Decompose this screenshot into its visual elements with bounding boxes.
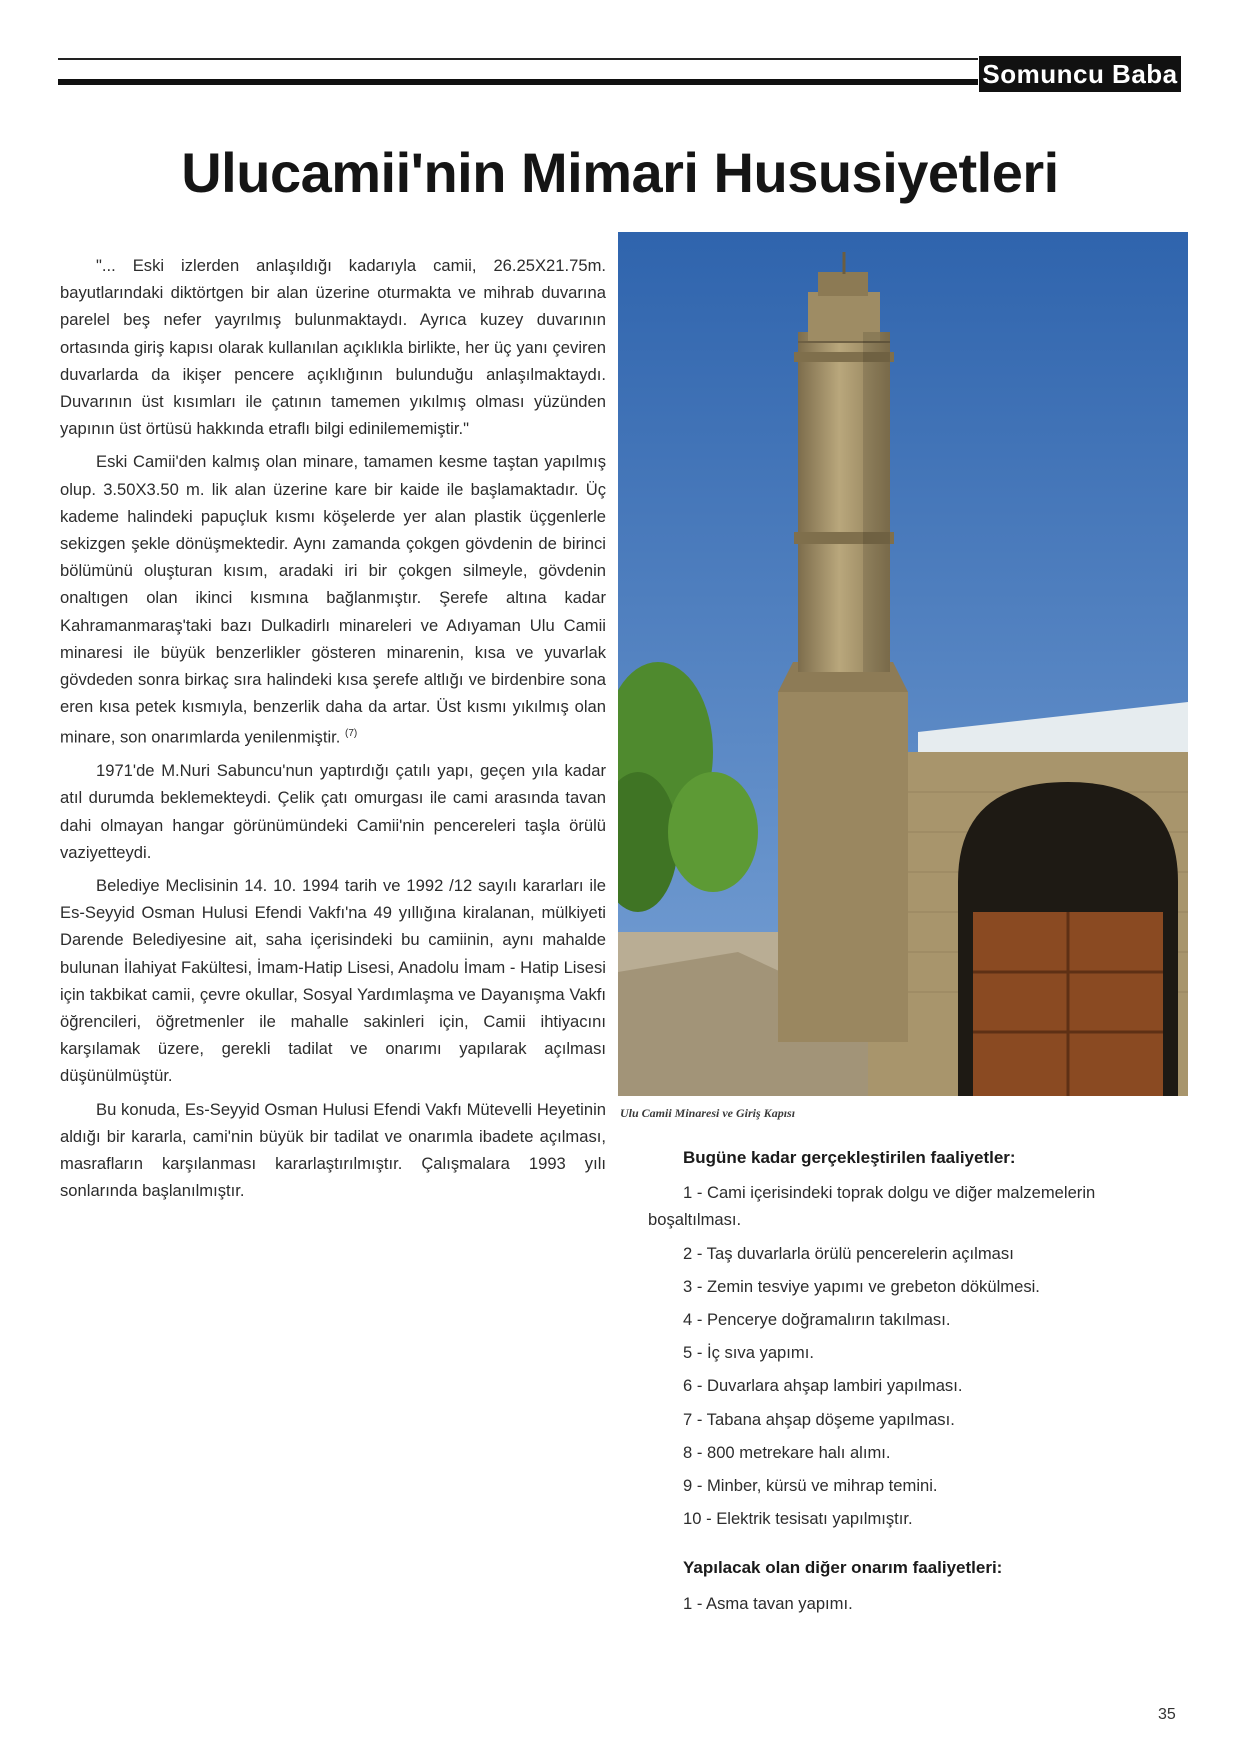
list-item: 1 - Asma tavan yapımı. <box>683 1593 853 1613</box>
paragraph <box>60 448 606 751</box>
header-rule-thick <box>58 79 978 85</box>
paragraph-text: Eski Camii'den kalmış olan minare, tamamen kesme taştan yapılmış olup. 3.50X3.50 m. lik alan üzerine kare bir kaide ile başlamaktadır. Üç kademe halindeki papuçluk kısmı köşelerde yer alan plastik üçgenlerle sekizgen şekle dönüşmektedir. Aynı zamanda çokgen gövdenin de birinci bölümünü oluşturan kısım, aradaki iri bir çokgen silmeyle, gövdenin onaltıgen olan ikinci kısmına bağlanmıştır. Şerefe altına kadar Kahramanmaraş'taki bazı Dulkadirlı minareleri ve Adıyaman Ulu Camii minaresi ile büyük benzerlikler gösteren minarenin, kısa ve yuvarlak gövdeden sonra birkaç sıra halindeki kısa şerefe altlığı ve birdenbire sona eren kısa petek kısmıyla, benzerlik daha da artar. Üst kısmı yıkılmış olan minare, son onarımlarda yenilenmiştir. <box>60 452 606 747</box>
header-rule-thin <box>58 58 978 60</box>
list-item: 2 - Taş duvarlarla örülü pencerelerin açılması <box>683 1243 1014 1263</box>
list-item: 10 - Elektrik tesisatı yapılmıştır. <box>683 1509 913 1529</box>
done-list <box>648 1179 1188 1532</box>
todo-list <box>648 1590 1188 1617</box>
page-number: 35 <box>1158 1706 1176 1723</box>
masthead: Somuncu Baba <box>979 56 1181 92</box>
paragraph: Belediye Meclisinin 14. 10. 1994 tarih ve 1992 /12 sayılı kararları ile Es-Seyyid Osman Hulusi Efendi Vakfı'na 49 yıllığına kiralanan, mülkiyeti Darende Belediyesine ait, saha içerisindeki bu camiinin, aynı mahalde bulunan İlahiyat Fakültesi, İmam-Hatip Lisesi, Anadolu İmam - Hatip Lisesi için takbikat camii, çevre okullar, Sosyal Yardımlaşma ve Dayanışma Vakfı öğrencileri, öğretmenler ile mahalle sakinleri için, Camii ihtiyacını karşılamak üzere, gerekli tadilat ve onarımı yapılarak açılması düşünülmüştür. <box>60 876 606 1086</box>
body-column <box>60 252 606 1210</box>
done-heading: Bugüne kadar gerçekleştirilen faaliyetler: <box>683 1148 1016 1167</box>
todo-heading: Yapılacak olan diğer onarım faaliyetleri: <box>683 1558 1003 1578</box>
minaret-photo <box>618 232 1188 1096</box>
paragraph: 1971'de M.Nuri Sabuncu'nun yaptırdığı çatılı yapı, geçen yıla kadar atıl durumda beklemekteydi. Çelik çatı omurgası ile cami arasında tavan dahi olmayan hangar görünümündeki Camii'nin pencereleri taşla örülü vaziyetteydi. <box>60 761 606 862</box>
list-item: 9 - Minber, kürsü ve mihrap temini. <box>683 1476 938 1496</box>
list-item: 7 - Tabana ahşap döşeme yapılması. <box>683 1409 955 1429</box>
activities-column <box>648 1144 1188 1623</box>
list-item: 5 - İç sıva yapımı. <box>683 1343 814 1363</box>
list-item: 3 - Zemin tesviye yapımı ve grebeton dökülmesi. <box>683 1276 1040 1296</box>
photo-caption: Ulu Camii Minaresi ve Giriş Kapısı <box>620 1106 796 1120</box>
footnote-marker: (7) <box>345 728 358 740</box>
list-item: 6 - Duvarlara ahşap lambiri yapılması. <box>683 1376 963 1396</box>
list-item: 4 - Penceryе doğramalırın takılması. <box>683 1310 951 1330</box>
paragraph: Bu konuda, Es-Seyyid Osman Hulusi Efendi Vakfı Mütevelli Heyetinin aldığı bir kararla, cami'nin büyük bir tadilat ve onarımla ibadete açılması, masrafların karşılanması kararlaştırılmıştır. Çalışmalara 1993 yılı sonlarında başlanılmıştır. <box>60 1099 606 1201</box>
list-item: 8 - 800 metrekare halı alımı. <box>683 1442 891 1462</box>
paragraph: "... Eski izlerden anlaşıldığı kadarıyla camii, 26.25X21.75m. bayutlarındaki diktörtgen bir alan üzerine oturmakta ve mihrab duvarına parelel beş nefer yayrılmış bulunmaktaydı. Ayrıca kuzey duvarının ortasında giriş kapısı olarak kullanılan açıklıkla birlikte, her üç yanı çeviren duvarlarda da ikişer pencere açıklığının bulunduğu anlaşılmaktaydı. Duvarının üst kısımları ile çatının tamemen yıkılmış olması yüzünden yapının üst örtüsü hakkında etraflı bilgi edinilememiştir." <box>60 256 606 439</box>
page-title: Ulucamii'nin Mimari Hususiyetleri <box>181 141 1059 204</box>
list-item: 1 - Cami içerisindeki toprak dolgu ve diğer malzemelerin boşaltılması. <box>648 1183 1096 1230</box>
